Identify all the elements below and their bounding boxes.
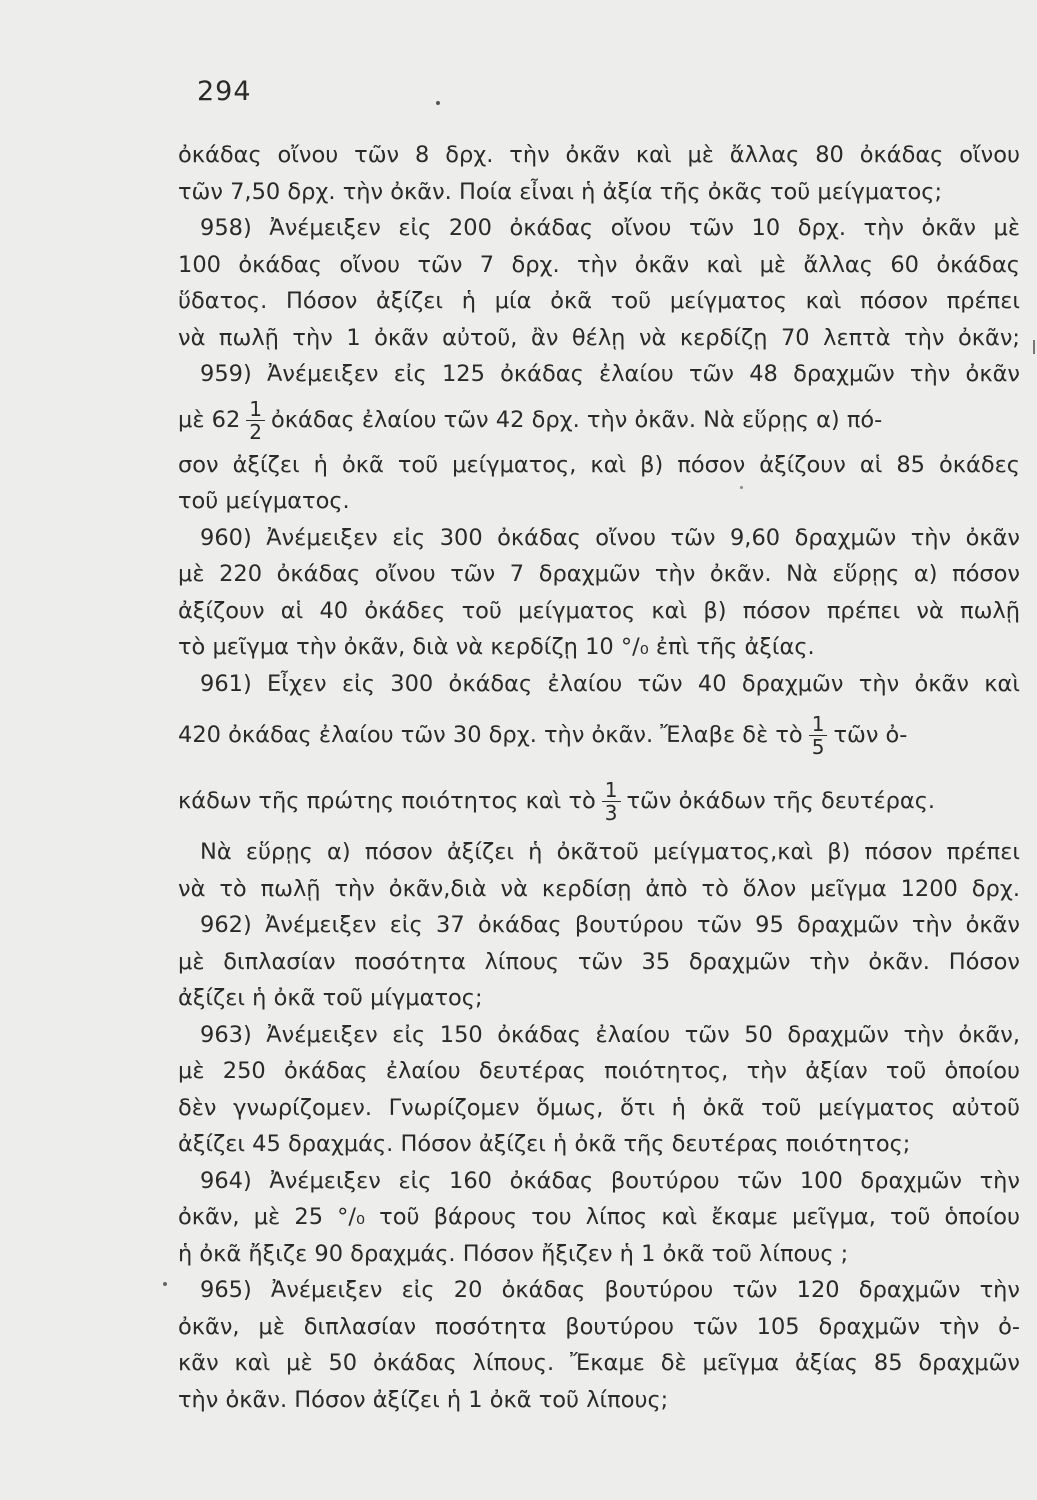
- fraction-denominator: 2: [249, 419, 262, 444]
- fraction-suffix: ὀκάδας ἐλαίου τῶν 42 δρχ. τὴν ὀκᾶν. Νὰ εὕρῃς α) πό-: [271, 406, 883, 433]
- text-line: μὲ 250 ὀκάδας ἐλαίου δευτέρας ποιότητος, τὴν ἀξίαν τοῦ ὁποίου: [178, 1058, 1020, 1084]
- text-line-with-fraction: [178, 393, 1020, 447]
- text-line: μὲ διπλασίαν ποσότητα λίπους τῶν 35 δραχμῶν τὴν ὀκᾶν. Πόσον: [178, 948, 1020, 975]
- problem-960-start: 960) Ἀνέμειξεν εἰς 300 ὀκάδας οἴνου τῶν 9,60 δραχμῶν τὴν ὀκᾶν: [200, 524, 1020, 551]
- text-line: ὕδατος. Πόσον ἀξίζει ἡ μία ὀκᾶ τοῦ μείγματος καὶ πόσον πρέπει: [178, 288, 1020, 314]
- text-line: ἀξίζει ἡ ὀκᾶ τοῦ μίγματος;: [178, 985, 483, 1011]
- fraction-prefix: μὲ 62: [178, 406, 241, 433]
- text-line: ὀκάδας οἴνου τῶν 8 δρχ. τὴν ὀκᾶν καὶ μὲ ἄλλας 80 ὀκάδας οἴνου: [178, 142, 1020, 168]
- text-line: σον ἀξίζει ἡ ὀκᾶ τοῦ μείγματος, καὶ β) πόσον ἀξίζουν αἱ 85 ὀκάδες: [178, 451, 1020, 478]
- print-speck: [436, 101, 440, 105]
- fraction-denominator: 5: [811, 735, 825, 759]
- problem-964-start: 964) Ἀνέμειξεν εἰς 160 ὀκάδας βουτύρου τῶν 100 δραχμῶν τὴν: [200, 1167, 1020, 1194]
- text-line: τοῦ μείγματος.: [178, 488, 350, 514]
- fraction-one-fifth: [809, 713, 828, 758]
- text-line: ἀξίζει 45 δραχμάς. Πόσον ἀξίζει ἡ ὀκᾶ τῆς δευτέρας ποιότητος;: [178, 1131, 911, 1157]
- text-line: ἀξίζουν αἱ 40 ὀκάδες τοῦ μείγματος καὶ β) πόσον πρέπει νὰ πωλῇ: [178, 597, 1020, 624]
- fraction-numerator: 1: [246, 398, 265, 421]
- problem-962-start: 962) Ἀνέμειξεν εἰς 37 ὀκάδας βουτύρου τῶν 95 δραχμῶν τὴν ὀκᾶν: [200, 912, 1020, 938]
- text-line-with-fraction: [178, 702, 1020, 768]
- margin-mark: [1033, 340, 1035, 354]
- text-line: τῶν 7,50 δρχ. τὴν ὀκᾶν. Ποία εἶναι ἡ ἀξία τῆς ὀκᾶς τοῦ μείγματος;: [178, 178, 943, 205]
- text-line: νὰ τὸ πωλῇ τὴν ὀκᾶν,διὰ νὰ κερδίσῃ ἀπὸ τὸ ὅλον μεῖγμα 1200 δρχ.: [178, 875, 1020, 902]
- fraction-numerator: 1: [809, 713, 828, 736]
- problem-961-start: 961) Εἶχεν εἰς 300 ὀκάδας ἐλαίου τῶν 40 δραχμῶν τὴν ὀκᾶν καὶ: [200, 670, 1020, 697]
- text-line: τὸ μεῖγμα τὴν ὀκᾶν, διὰ νὰ κερδίζῃ 10 °/₀ ἐπὶ τῆς ἀξίας.: [178, 634, 815, 660]
- fraction-suffix: τῶν ὀκάδων τῆς δευτέρας.: [626, 788, 936, 814]
- fraction-numerator: 1: [602, 779, 621, 802]
- fraction-prefix: κάδων τῆς πρώτης ποιότητος καὶ τὸ: [178, 788, 596, 814]
- problem-965-start: 965) Ἀνέμειξεν εἰς 20 ὀκάδας βουτύρου τῶν 120 δραχμῶν τὴν: [200, 1277, 1020, 1303]
- text-line: νὰ πωλῇ τὴν 1 ὀκᾶν αὐτοῦ, ἂν θέλῃ νὰ κερδίζῃ 70 λεπτὰ τὴν ὀκᾶν;: [178, 324, 1020, 351]
- text-line: μὲ 220 ὀκάδας οἴνου τῶν 7 δραχμῶν τὴν ὀκᾶν. Νὰ εὕρῃς α) πόσον: [178, 561, 1020, 587]
- fraction-suffix: τῶν ὀ-: [833, 722, 908, 748]
- problem-959-start: 959) Ἀνέμειξεν εἰς 125 ὀκάδας ἐλαίου τῶν 48 δραχμῶν τὴν ὀκᾶν: [200, 361, 1020, 387]
- page-number: 294: [197, 76, 252, 107]
- print-speck: [163, 1282, 167, 1286]
- text-line: ἡ ὀκᾶ ἤξιζε 90 δραχμάς. Πόσον ἤξιζεν ἡ 1 ὀκᾶ τοῦ λίπους ;: [178, 1240, 849, 1267]
- text-line: 100 ὀκάδας οἴνου τῶν 7 δρχ. τὴν ὀκᾶν καὶ μὲ ἄλλας 60 ὀκάδας: [178, 251, 1020, 278]
- body-text: [178, 137, 1020, 1418]
- text-line: ὀκᾶν, μὲ 25 °/₀ τοῦ βάρους του λίπος καὶ ἔκαμε μεῖγμα, τοῦ ὁποίου: [178, 1204, 1020, 1230]
- fraction-denominator: 3: [604, 801, 618, 825]
- text-line: κᾶν καὶ μὲ 50 ὀκάδας λίπους. Ἔκαμε δὲ μεῖγμα ἀξίας 85 δραχμῶν: [178, 1350, 1020, 1376]
- text-line: ὀκᾶν, μὲ διπλασίαν ποσότητα βουτύρου τῶν 105 δραχμῶν τὴν ὀ-: [178, 1313, 1020, 1340]
- fraction-one-half: [246, 398, 265, 443]
- fraction-one-third: [602, 779, 621, 824]
- text-line-with-fraction: [178, 768, 1020, 834]
- problem-963-start: 963) Ἀνέμειξεν εἰς 150 ὀκάδας ἐλαίου τῶν 50 δραχμῶν τὴν ὀκᾶν,: [200, 1021, 1020, 1048]
- fraction-prefix: 420 ὀκάδας ἐλαίου τῶν 30 δρχ. τὴν ὀκᾶν. Ἔλαβε δὲ τὸ: [178, 722, 803, 748]
- text-line: Νὰ εὕρῃς α) πόσον ἀξίζει ἡ ὀκᾶτοῦ μείγματος,καὶ β) πόσον πρέπει: [200, 839, 1020, 865]
- problem-958-start: 958) Ἀνέμειξεν εἰς 200 ὀκάδας οἴνου τῶν 10 δρχ. τὴν ὀκᾶν μὲ: [200, 215, 1020, 241]
- text-line: δὲν γνωρίζομεν. Γνωρίζομεν ὅμως, ὅτι ἡ ὀκᾶ τοῦ μείγματος αὐτοῦ: [178, 1094, 1020, 1121]
- text-line: τὴν ὀκᾶν. Πόσον ἀξίζει ἡ 1 ὀκᾶ τοῦ λίπους;: [178, 1386, 669, 1413]
